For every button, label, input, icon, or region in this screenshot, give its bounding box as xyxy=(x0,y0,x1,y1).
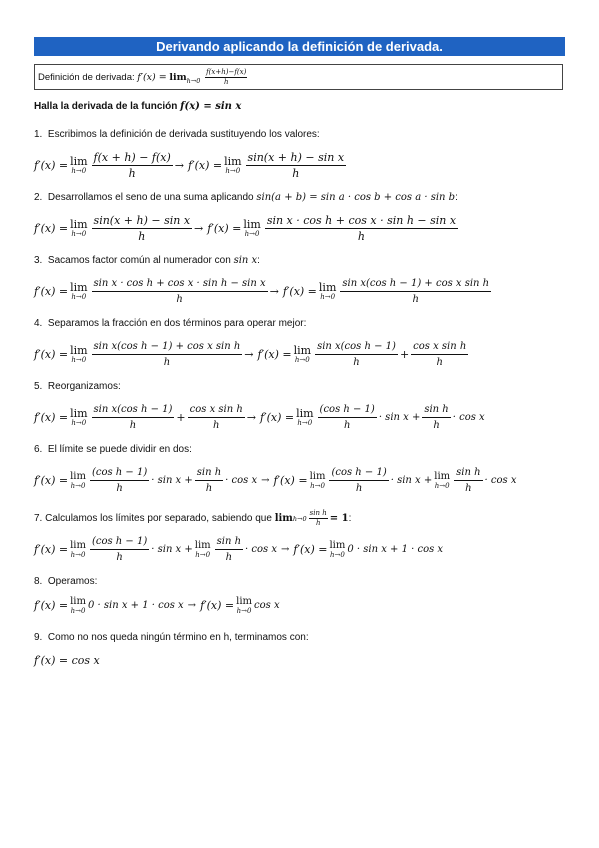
math-term: h→0 xyxy=(294,356,310,364)
math-term: sin h xyxy=(422,403,450,418)
limit xyxy=(243,219,260,238)
math-term: Operamos: xyxy=(47,576,98,587)
limit xyxy=(70,596,86,615)
math-term: Reorganizamos: xyxy=(47,381,121,392)
math-term: : xyxy=(455,192,458,203)
math-term: h→0 xyxy=(71,356,87,364)
math-term: sin x · cos h + cos x · sin h − sin x xyxy=(266,214,457,227)
fraction xyxy=(92,277,268,306)
math-term: sin h xyxy=(454,466,482,481)
math-term: sin h xyxy=(215,535,243,550)
math-term: → xyxy=(246,411,256,424)
math-term: f′(x) = xyxy=(34,411,69,424)
math-term: h→0 xyxy=(244,230,260,238)
math-term: f′(x) = xyxy=(257,348,292,361)
definition-lim-sub: h→0 xyxy=(186,76,201,85)
math-term: → xyxy=(194,222,204,235)
math-term: → xyxy=(269,285,279,298)
math-term: h xyxy=(433,420,440,431)
fraction xyxy=(422,403,450,432)
math-term: f′(x) = xyxy=(200,599,235,612)
math-term: lim xyxy=(309,471,326,482)
fraction xyxy=(340,277,491,306)
math-term: 8. xyxy=(34,576,43,587)
task-label: Halla la derivada de la función xyxy=(34,101,178,112)
math-term: lim xyxy=(224,155,242,168)
math-term: · cos x xyxy=(245,544,277,555)
math-term: lim xyxy=(329,540,346,551)
math-term: cos x xyxy=(254,600,280,611)
fraction xyxy=(329,466,388,495)
math-term: h→0 xyxy=(320,293,336,301)
math-term: h xyxy=(163,357,171,368)
math-term: lim xyxy=(70,281,88,294)
math-term: lim xyxy=(70,155,88,168)
math-term: = 1 xyxy=(329,513,349,524)
math-term: · cos x xyxy=(452,412,485,423)
math-term: h→0 xyxy=(71,230,87,238)
math-term: 6. xyxy=(34,444,43,455)
math-term: f′(x) = xyxy=(273,474,308,487)
fraction xyxy=(454,466,482,495)
math-term: 7. xyxy=(34,513,43,524)
math-term: h→0 xyxy=(297,419,313,427)
math-term: Sacamos factor común al numerador con xyxy=(47,255,231,266)
math-term: sin x(cos h − 1) + cos x sin h xyxy=(340,277,491,292)
limit xyxy=(224,156,241,175)
math-term: lim xyxy=(274,513,293,524)
math-term: 2. xyxy=(34,192,43,203)
math-term: f′(x) = xyxy=(293,543,328,556)
math-term: sin x(cos h − 1) xyxy=(315,340,398,355)
math-term: h xyxy=(138,230,146,243)
math-term: sin x · cos h + cos x · sin h − sin x xyxy=(92,277,268,292)
math-term: : xyxy=(348,513,352,524)
math-term: h→0 xyxy=(292,514,307,523)
definition-box xyxy=(34,64,563,90)
math-term: Escribimos la definición de derivada sustituyendo los valores: xyxy=(47,129,320,140)
equation-9 xyxy=(34,654,100,667)
math-term: h→0 xyxy=(71,167,87,175)
math-term: lim xyxy=(293,344,312,357)
limit xyxy=(294,345,311,364)
math-term: 5. xyxy=(34,381,43,392)
math-term: lim xyxy=(434,471,451,482)
fraction xyxy=(315,340,398,369)
math-term: lim xyxy=(70,407,88,420)
math-term: · sin x + xyxy=(378,412,421,423)
fraction xyxy=(92,403,175,432)
equation-5 xyxy=(34,403,485,432)
math-term: f′(x) = xyxy=(34,474,69,487)
step-8 xyxy=(34,576,97,587)
limit xyxy=(70,471,86,490)
definition-denominator: h xyxy=(223,77,229,86)
step-5 xyxy=(34,381,121,392)
math-term: f′(x) = xyxy=(188,159,223,172)
math-term: sin(x + h) − sin x xyxy=(247,151,345,164)
math-term: lim xyxy=(70,218,88,231)
limit xyxy=(319,282,336,301)
math-term: 4. xyxy=(34,318,43,329)
math-term: f′(x) = xyxy=(34,159,69,172)
math-term: h xyxy=(205,483,213,494)
math-term: sin x(cos h − 1) xyxy=(92,403,175,418)
page-title: Derivando aplicando la definición de derivada. xyxy=(34,37,565,56)
math-term: · sin x + xyxy=(390,475,433,486)
math-term: lim xyxy=(70,344,88,357)
math-term: 1. xyxy=(34,129,43,140)
math-term: h→0 xyxy=(329,551,345,559)
equation-1 xyxy=(34,151,348,180)
math-term: h→0 xyxy=(225,167,241,175)
limit xyxy=(70,219,87,238)
step-3 xyxy=(34,255,260,266)
math-term: f′(x) = xyxy=(260,411,295,424)
math-term: · cos x xyxy=(484,475,517,486)
math-term: · sin x + xyxy=(151,544,193,555)
math-term: h xyxy=(343,420,351,431)
fraction xyxy=(90,535,149,564)
fraction xyxy=(318,403,377,432)
math-term: Calculamos los límites por separado, sabiendo que xyxy=(45,513,272,524)
math-term: lim xyxy=(296,407,314,420)
fraction xyxy=(92,340,243,369)
math-term: f′(x) = xyxy=(282,285,317,298)
definition-lim: lim xyxy=(169,72,187,83)
math-term: lim xyxy=(70,540,86,551)
math-term: (cos h − 1) xyxy=(329,466,388,481)
math-term: → xyxy=(187,600,197,611)
math-term: sin(x + h) − sin x xyxy=(93,214,191,227)
limit xyxy=(70,540,86,559)
math-term: (cos h − 1) xyxy=(90,535,149,550)
math-term: h→0 xyxy=(434,482,450,490)
math-term: h→0 xyxy=(195,551,211,559)
math-term: h→0 xyxy=(310,482,325,490)
math-term: h→0 xyxy=(71,419,87,427)
fraction xyxy=(309,509,328,528)
math-term: 0 · sin x + 1 · cos x xyxy=(87,600,184,611)
math-term: h xyxy=(212,420,220,431)
limit xyxy=(434,471,450,490)
limit xyxy=(329,540,345,559)
math-term: lim xyxy=(70,596,86,607)
definition-lhs: f′(x) = xyxy=(137,72,167,83)
equation-3 xyxy=(34,277,493,306)
math-term: h→0 xyxy=(70,607,86,615)
math-term: cos x sin h xyxy=(411,340,468,355)
limit xyxy=(70,408,87,427)
equation-2 xyxy=(34,214,460,243)
math-term: h xyxy=(412,294,419,305)
fraction xyxy=(195,466,223,495)
equation-8 xyxy=(34,596,280,615)
math-term: (cos h − 1) xyxy=(318,403,377,418)
math-term: sin h xyxy=(195,466,223,481)
math-term: Desarrollamos el seno de una suma aplicando xyxy=(47,192,254,203)
fraction xyxy=(215,535,243,564)
math-term: (cos h − 1) xyxy=(90,466,149,481)
math-term: f′(x) = xyxy=(34,285,69,298)
fraction xyxy=(92,151,173,180)
math-term: · sin x + xyxy=(151,475,193,486)
definition-numerator: f(x+h)−f(x) xyxy=(206,67,247,76)
math-term: h xyxy=(225,552,233,563)
limit xyxy=(70,156,87,175)
equation-6 xyxy=(34,466,516,495)
math-term: h xyxy=(315,519,321,527)
math-term: h xyxy=(129,420,137,431)
limit xyxy=(70,345,87,364)
math-term: h→0 xyxy=(71,293,87,301)
math-term: h xyxy=(116,552,123,563)
math-term: h→0 xyxy=(70,482,86,490)
equation-7 xyxy=(34,535,443,564)
math-term: sin x(cos h − 1) + cos x sin h xyxy=(92,340,243,355)
math-term: Separamos la fracción en dos términos para operar mejor: xyxy=(47,318,307,329)
fraction xyxy=(265,214,458,243)
math-term: → xyxy=(280,544,290,555)
math-term: lim xyxy=(236,596,253,607)
step-6 xyxy=(34,444,192,455)
math-term: → xyxy=(244,348,254,361)
limit xyxy=(195,540,211,559)
math-term: sin x xyxy=(233,255,258,266)
math-term: f′(x) = xyxy=(34,599,69,612)
math-term: h xyxy=(465,483,472,494)
math-term: + xyxy=(176,411,186,424)
fraction xyxy=(246,151,347,180)
math-term: h→0 xyxy=(236,607,252,615)
math-term: h xyxy=(292,167,300,180)
math-term: : xyxy=(257,255,260,266)
math-term: sin h xyxy=(309,509,327,517)
step-7 xyxy=(34,509,351,528)
equation-4 xyxy=(34,340,470,369)
definition-label: Definición de derivada: xyxy=(38,72,135,83)
fraction xyxy=(411,340,468,369)
limit xyxy=(236,596,252,615)
math-term: f′(x) = xyxy=(34,543,69,556)
math-term: h xyxy=(436,357,443,368)
math-term: 9. xyxy=(34,632,43,643)
math-term: + xyxy=(399,348,410,361)
math-term: h xyxy=(176,294,183,305)
step-9 xyxy=(34,632,309,643)
fraction xyxy=(90,466,149,495)
math-term: lim xyxy=(318,281,337,294)
math-term: → xyxy=(261,475,270,486)
math-term: 3. xyxy=(34,255,43,266)
math-term: El límite se puede dividir en dos: xyxy=(47,444,192,455)
step-1 xyxy=(34,129,320,140)
math-term: h xyxy=(116,483,123,494)
math-term: f′(x) = xyxy=(34,222,69,235)
math-term: f′(x) = xyxy=(207,222,242,235)
limit xyxy=(310,471,326,490)
math-term: h xyxy=(353,357,360,368)
task-function: f(x) = sin x xyxy=(180,101,242,112)
definition-fraction xyxy=(205,68,247,87)
limit xyxy=(70,282,87,301)
math-term: cos x sin h xyxy=(188,403,245,418)
limit xyxy=(296,408,313,427)
math-term: h xyxy=(128,167,136,180)
step-2 xyxy=(34,192,458,203)
math-term: → xyxy=(174,159,184,172)
math-term: f′(x) = xyxy=(34,348,69,361)
math-term: h xyxy=(355,483,363,494)
math-term: sin(a + b) = sin a · cos b + cos a · sin b xyxy=(256,192,456,203)
math-term: f(x + h) − f(x) xyxy=(93,151,171,164)
math-term: lim xyxy=(70,471,86,482)
math-term: · cos x xyxy=(225,475,258,486)
math-term: Como no nos queda ningún término en h, terminamos con: xyxy=(47,632,309,643)
fraction xyxy=(188,403,245,432)
fraction xyxy=(92,214,193,243)
math-term: 0 · sin x + 1 · cos x xyxy=(347,544,444,555)
math-term: lim xyxy=(243,218,261,231)
step-4 xyxy=(34,318,306,329)
math-term: h xyxy=(357,230,365,243)
math-term: h→0 xyxy=(70,551,86,559)
math-term: lim xyxy=(194,540,211,551)
math-term: f′(x) = cos x xyxy=(34,654,100,667)
task-heading xyxy=(34,101,241,112)
